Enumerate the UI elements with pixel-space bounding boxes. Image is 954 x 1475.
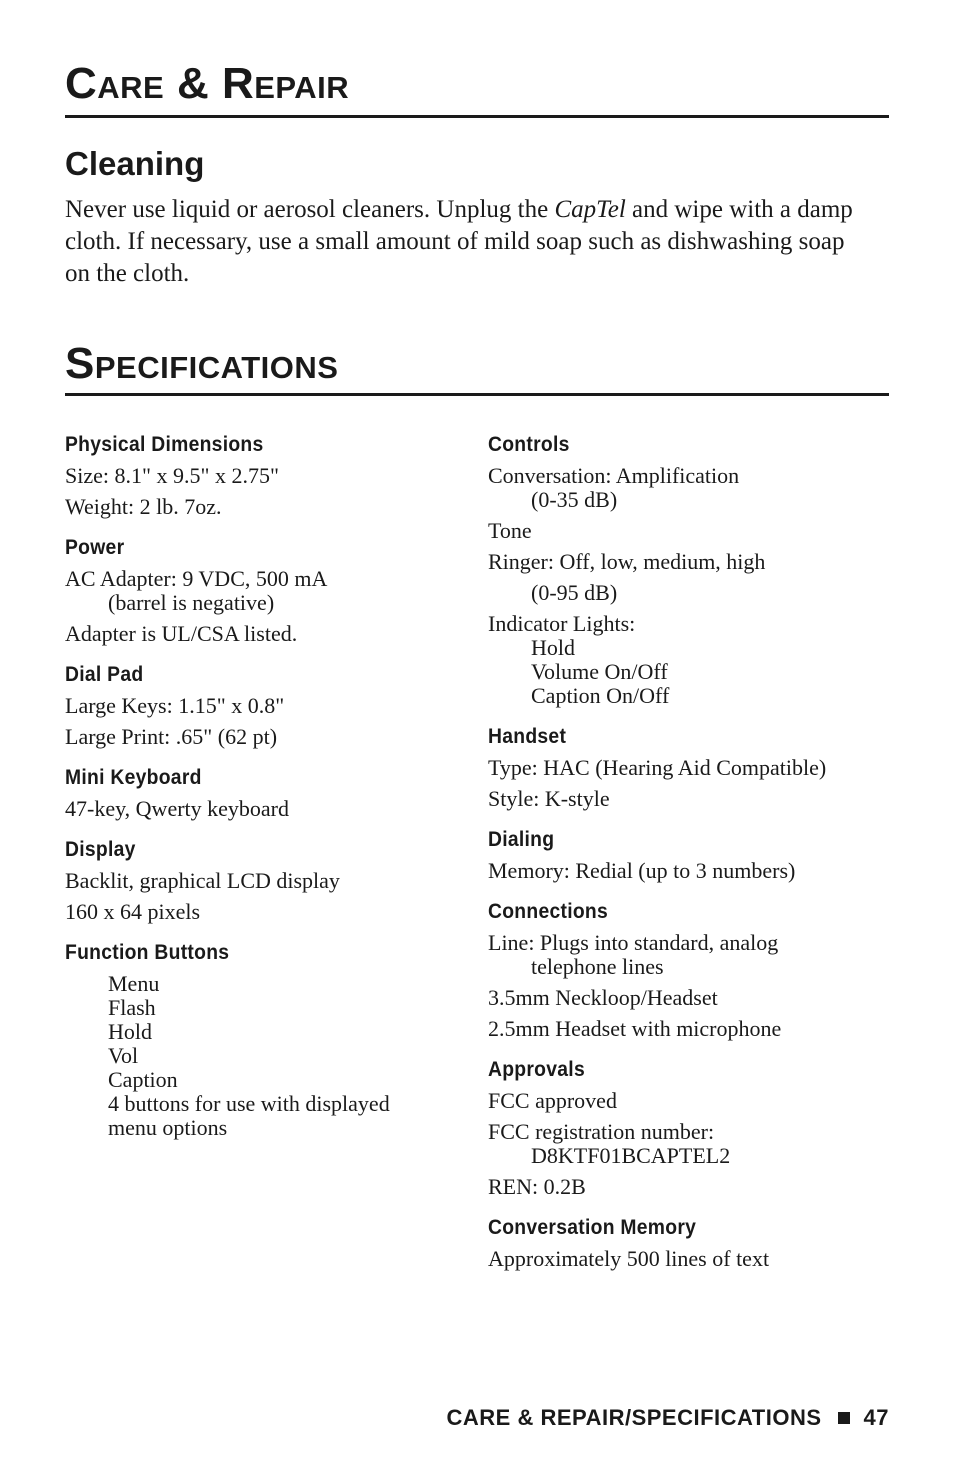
spec-keyboard [65,763,465,821]
spec-heading: Controls [488,433,570,456]
spec-approvals [488,1055,888,1199]
list-item: Hold [108,1019,152,1044]
list-item: Volume On/Off [531,659,668,684]
spec-line: Memory: Redial (up to 3 numbers) [488,858,796,883]
cleaning-text-2: and wipe with a damp cloth. If necessary, use a small amount of mild soap such as dishwashing soap on the cloth. [65,196,853,287]
cleaning-paragraph [65,194,875,290]
spec-heading: Display [65,838,136,861]
list-item: Vol [108,1043,139,1068]
spec-line: Adapter is UL/CSA listed. [65,621,298,646]
spec-line: Type: HAC (Hearing Aid Compatible) [488,755,827,780]
spec-line [488,931,888,979]
spec-heading: Conversation Memory [488,1216,697,1239]
title-rule [65,393,889,396]
spec-line: 160 x 64 pixels [65,899,201,924]
spec-power [65,533,465,646]
spec-line: Ringer: Off, low, medium, high [488,549,766,574]
spec-physical [65,430,465,519]
list-item: 4 buttons for use with displayed [108,1091,390,1116]
spec-text: FCC registration number: [488,1119,715,1144]
spec-line: Size: 8.1" x 9.5" x 2.75" [65,463,279,488]
spec-text: (0-35 dB) [531,487,618,512]
spec-text: D8KTF01BCAPTEL2 [531,1143,731,1168]
spec-display [65,835,465,924]
spec-heading: Connections [488,900,609,923]
spec-line [488,1120,888,1168]
spec-line [488,464,888,512]
spec-line: FCC approved [488,1088,617,1113]
spec-line: Approximately 500 lines of text [488,1246,770,1271]
cleaning-text-1: Never use liquid or aerosol cleaners. Unplug the [65,196,555,223]
list-item: menu options [108,1115,228,1140]
spec-connections [488,897,888,1041]
list-item: Menu [108,971,160,996]
spec-line: 3.5mm Neckloop/Headset [488,985,718,1010]
specs-left-column [65,430,465,1154]
spec-text: Indicator Lights: [488,611,636,636]
spec-line: Weight: 2 lb. 7oz. [65,494,222,519]
spec-dialpad [65,660,465,749]
spec-text: (barrel is negative) [108,590,275,615]
spec-function-buttons [65,938,465,1140]
title-rule [65,115,889,118]
list-item: Caption On/Off [531,683,670,708]
footer-label: CARE & REPAIR/SPECIFICATIONS [446,1405,822,1430]
specifications-title: Specifications [65,339,339,388]
spec-heading: Handset [488,725,567,748]
spec-line [488,612,888,708]
cleaning-heading: Cleaning [65,145,205,182]
square-bullet-icon [838,1412,850,1424]
spec-line [488,581,888,605]
list-item: Flash [108,995,156,1020]
specs-right-column [488,430,888,1285]
spec-heading: Approvals [488,1058,585,1081]
spec-text: AC Adapter: 9 VDC, 500 mA [65,566,328,591]
spec-line: Style: K-style [488,786,610,811]
page-number: 47 [863,1405,889,1430]
spec-heading: Mini Keyboard [65,766,202,789]
spec-heading: Dialing [488,828,555,851]
spec-text: Line: Plugs into standard, analog [488,930,779,955]
spec-line: 2.5mm Headset with microphone [488,1016,782,1041]
spec-line: Backlit, graphical LCD display [65,868,340,893]
spec-text: telephone lines [531,954,664,979]
spec-heading: Function Buttons [65,941,230,964]
spec-text: (0-95 dB) [531,580,618,605]
spec-handset [488,722,888,811]
spec-text: Conversation: Amplification [488,463,740,488]
spec-line: 47-key, Qwerty keyboard [65,796,289,821]
list-item: Hold [531,635,575,660]
spec-conversation-memory [488,1213,888,1271]
spec-line: Large Print: .65" (62 pt) [65,724,278,749]
spec-line: Tone [488,518,532,543]
spec-heading: Dial Pad [65,663,144,686]
page-footer [447,1405,889,1431]
spec-dialing [488,825,888,883]
care-repair-title: Care & Repair [65,59,350,108]
spec-controls [488,430,888,708]
spec-line [65,567,465,615]
spec-heading: Physical Dimensions [65,433,264,456]
product-name: CapTel [554,196,626,223]
spec-line: REN: 0.2B [488,1174,586,1199]
list-item: Caption [108,1067,178,1092]
spec-heading: Power [65,536,125,559]
spec-line: Large Keys: 1.15" x 0.8" [65,693,285,718]
